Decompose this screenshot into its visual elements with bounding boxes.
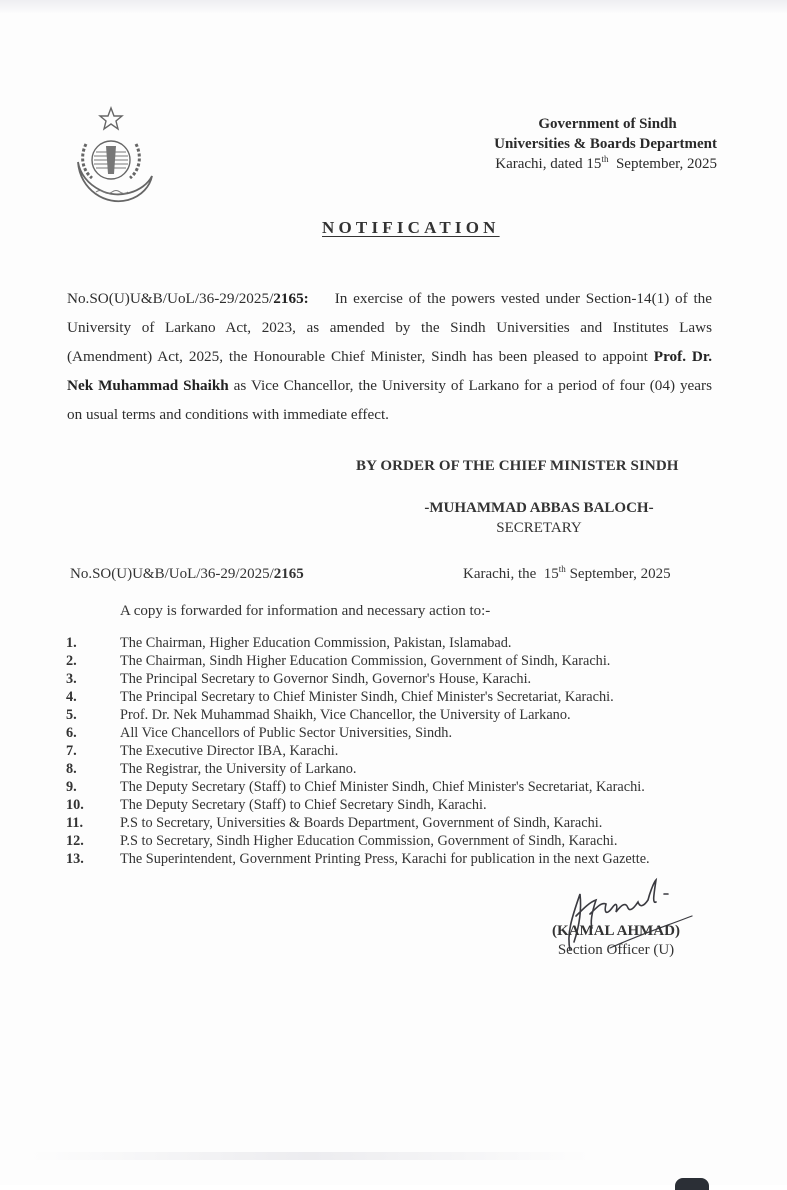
recipient-text: The Chairman, Higher Education Commission, Pakistan, Islamabad. bbox=[120, 635, 512, 651]
recipient-item bbox=[66, 634, 650, 652]
recipient-text: The Executive Director IBA, Karachi. bbox=[120, 743, 339, 759]
copy-reference-number: 2165 bbox=[273, 566, 304, 582]
recipient-number: 13. bbox=[66, 851, 84, 867]
signatory-block bbox=[536, 922, 696, 960]
appointee-name: Prof. Dr. Nek Muhammad Shaikh bbox=[67, 348, 712, 394]
secretary-designation: SECRETARY bbox=[496, 520, 582, 536]
recipient-number: 4. bbox=[66, 689, 77, 705]
issue-date bbox=[494, 154, 717, 174]
recipient-number: 3. bbox=[66, 671, 77, 687]
recipient-number: 10. bbox=[66, 797, 84, 813]
copy-reference-prefix: No.SO(U)U&B/UoL/36-29/2025/ bbox=[70, 566, 274, 582]
notification-reference bbox=[67, 284, 309, 313]
scan-top-edge bbox=[0, 0, 787, 14]
recipient-number: 7. bbox=[66, 743, 77, 759]
recipient-text: The Deputy Secretary (Staff) to Chief Minister Sindh, Chief Minister's Secretariat, Karachi. bbox=[120, 779, 645, 795]
recipient-text: The Deputy Secretary (Staff) to Chief Secretary Sindh, Karachi. bbox=[120, 797, 487, 813]
copy-date-month-year: September, 2025 bbox=[565, 566, 671, 582]
recipient-item bbox=[66, 706, 650, 724]
copy-date-suffix: th bbox=[558, 564, 566, 574]
recipient-item bbox=[66, 850, 650, 868]
document-title: NOTIFICATION bbox=[322, 218, 500, 237]
recipient-text: The Principal Secretary to Governor Sindh, Governor's House, Karachi. bbox=[120, 671, 532, 687]
copy-date bbox=[463, 566, 671, 583]
recipient-text: P.S to Secretary, Universities & Boards Department, Government of Sindh, Karachi. bbox=[120, 815, 603, 831]
recipient-text: Prof. Dr. Nek Muhammad Shaikh, Vice Chancellor, the University of Larkano. bbox=[120, 707, 571, 723]
recipient-item bbox=[66, 724, 650, 742]
recipient-text: The Superintendent, Government Printing Press, Karachi for publication in the next Gazette. bbox=[120, 851, 650, 867]
reference-number: 2165: bbox=[273, 290, 309, 307]
recipient-number: 11. bbox=[66, 815, 84, 831]
recipient-item bbox=[66, 760, 650, 778]
recipient-item bbox=[66, 652, 650, 670]
recipient-list bbox=[66, 634, 650, 868]
issue-date-suffix: th bbox=[601, 154, 609, 164]
recipient-number: 9. bbox=[66, 779, 77, 795]
recipient-item bbox=[66, 670, 650, 688]
sindh-crest-icon bbox=[66, 104, 156, 212]
issue-date-month-year: September, 2025 bbox=[608, 156, 717, 172]
scan-corner-artifact bbox=[675, 1178, 709, 1190]
recipient-text: The Registrar, the University of Larkano. bbox=[120, 761, 357, 777]
by-order-line: BY ORDER OF THE CHIEF MINISTER SINDH bbox=[356, 458, 679, 474]
recipient-number: 12. bbox=[66, 833, 84, 849]
signatory-designation: Section Officer (U) bbox=[557, 942, 675, 958]
recipient-item bbox=[66, 742, 650, 760]
recipient-number: 6. bbox=[66, 725, 77, 741]
recipient-number: 8. bbox=[66, 761, 77, 777]
recipient-text: The Chairman, Sindh Higher Education Commission, Government of Sindh, Karachi. bbox=[120, 653, 611, 669]
copy-forward-intro: A copy is forwarded for information and necessary action to:- bbox=[120, 603, 491, 619]
letterhead bbox=[494, 114, 717, 174]
secretary-name: -MUHAMMAD ABBAS BALOCH- bbox=[424, 500, 654, 516]
copy-reference bbox=[70, 566, 304, 583]
government-name: Government of Sindh bbox=[538, 116, 677, 132]
recipient-number: 1. bbox=[66, 635, 77, 651]
signatory-name: (KAMAL AHMAD) bbox=[552, 923, 680, 939]
notification-body bbox=[67, 284, 712, 429]
department-name: Universities & Boards Department bbox=[494, 136, 717, 152]
scan-bottom-edge bbox=[30, 1152, 590, 1160]
body-text-part-2: as Vice Chancellor, the University of Larkano for a period of four (04) years on usual terms and conditions with immediate effect. bbox=[67, 377, 713, 423]
copy-date-day: Karachi, the 15 bbox=[463, 566, 559, 582]
recipient-text: P.S to Secretary, Sindh Higher Education Commission, Government of Sindh, Karachi. bbox=[120, 833, 618, 849]
recipient-text: The Principal Secretary to Chief Minister Sindh, Chief Minister's Secretariat, Karachi. bbox=[120, 689, 614, 705]
recipient-item bbox=[66, 796, 650, 814]
reference-prefix: No.SO(U)U&B/UoL/36-29/2025/ bbox=[67, 290, 274, 307]
recipient-number: 5. bbox=[66, 707, 77, 723]
recipient-number: 2. bbox=[66, 653, 77, 669]
recipient-item bbox=[66, 688, 650, 706]
secretary-block bbox=[408, 498, 670, 538]
recipient-item bbox=[66, 778, 650, 796]
recipient-item bbox=[66, 832, 650, 850]
recipient-text: All Vice Chancellors of Public Sector Universities, Sindh. bbox=[120, 725, 453, 741]
body-text-part-1: In exercise of the powers vested under Section-14(1) of the University of Larkano Act, 2023, as amended by the Sindh Universities and Institutes Laws (Amendment) Act, 2025, the Honourable Chief Minister, Sindh has been pleased to appoint bbox=[67, 290, 712, 365]
recipient-item bbox=[66, 814, 650, 832]
issue-date-day: Karachi, dated 15 bbox=[495, 156, 602, 172]
